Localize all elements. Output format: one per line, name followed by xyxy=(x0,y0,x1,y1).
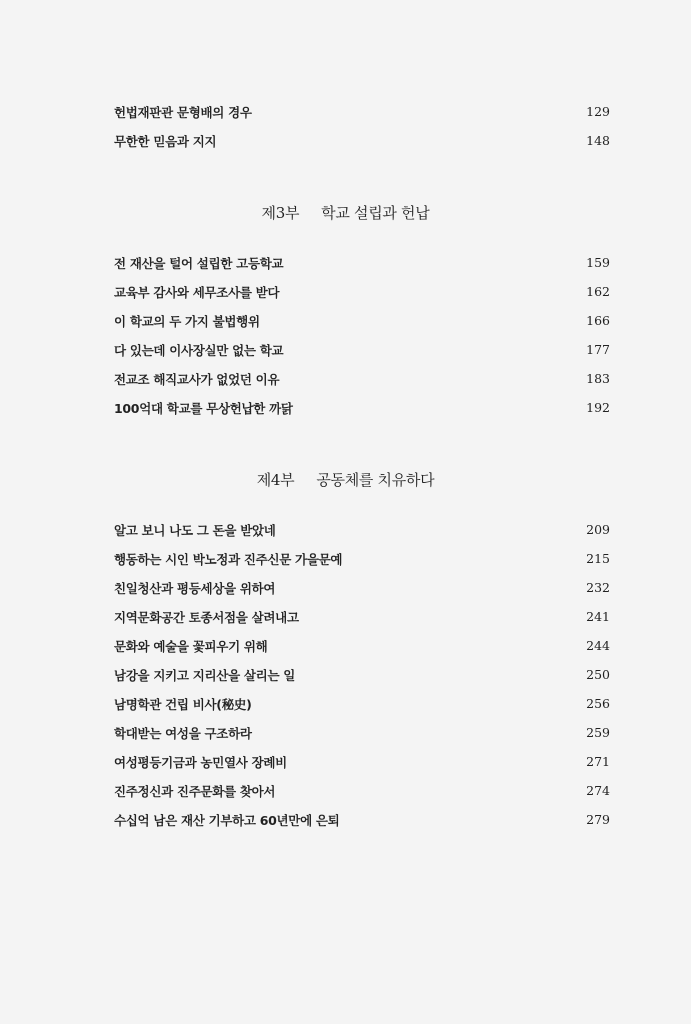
entry-page-number: 271 xyxy=(586,754,610,769)
part-title: 학교 설립과 헌납 xyxy=(321,204,430,222)
entry-title: 전 재산을 털어 설립한 고등학교 xyxy=(114,256,284,271)
part-number: 제3부 xyxy=(261,204,300,222)
toc-entry[interactable] xyxy=(114,521,610,550)
entry-page-number: 159 xyxy=(586,255,610,270)
toc-entry[interactable] xyxy=(114,550,610,579)
entry-page-number: 192 xyxy=(586,400,610,415)
entry-title: 다 있는데 이사장실만 없는 학교 xyxy=(114,343,284,358)
toc-entry[interactable] xyxy=(114,782,610,811)
toc-entry[interactable] xyxy=(114,811,610,840)
toc-entry[interactable] xyxy=(114,579,610,608)
toc-entry[interactable] xyxy=(114,753,610,782)
entry-title: 무한한 믿음과 지지 xyxy=(114,134,217,149)
toc-entry[interactable] xyxy=(114,312,610,341)
entry-page-number: 166 xyxy=(586,313,610,328)
part-4-heading xyxy=(0,469,691,490)
part-title: 공동체를 치유하다 xyxy=(316,471,435,489)
toc-entry[interactable] xyxy=(114,695,610,724)
toc-entry[interactable] xyxy=(114,399,610,428)
entry-page-number: 215 xyxy=(586,551,610,566)
entry-page-number: 241 xyxy=(586,609,610,624)
toc-entry[interactable] xyxy=(114,283,610,312)
entry-title: 문화와 예술을 꽃피우기 위해 xyxy=(114,639,268,654)
toc-entry[interactable] xyxy=(114,666,610,695)
entry-page-number: 232 xyxy=(586,580,610,595)
toc-entry[interactable] xyxy=(114,132,610,161)
entry-title: 전교조 해직교사가 없었던 이유 xyxy=(114,372,280,387)
entry-title: 남명학관 건립 비사(秘史) xyxy=(114,697,252,712)
entry-page-number: 129 xyxy=(586,104,610,119)
entry-title: 여성평등기금과 농민열사 장례비 xyxy=(114,755,287,770)
entry-title: 100억대 학교를 무상헌납한 까닭 xyxy=(114,401,293,416)
entry-page-number: 162 xyxy=(586,284,610,299)
entry-page-number: 183 xyxy=(586,371,610,386)
entry-page-number: 256 xyxy=(586,696,610,711)
entry-page-number: 244 xyxy=(586,638,610,653)
part-3-heading xyxy=(0,202,691,223)
entry-title: 교육부 감사와 세무조사를 받다 xyxy=(114,285,280,300)
entry-page-number: 250 xyxy=(586,667,610,682)
toc-entry[interactable] xyxy=(114,370,610,399)
entry-title: 행동하는 시인 박노정과 진주신문 가을문예 xyxy=(114,552,343,567)
entry-title: 지역문화공간 토종서점을 살려내고 xyxy=(114,610,299,625)
entry-title: 알고 보니 나도 그 돈을 받았네 xyxy=(114,523,276,538)
part-number: 제4부 xyxy=(256,471,295,489)
toc-list-part-3 xyxy=(114,254,610,428)
entry-page-number: 209 xyxy=(586,522,610,537)
entry-title: 친일청산과 평등세상을 위하여 xyxy=(114,581,276,596)
toc-list-part-4 xyxy=(114,521,610,840)
entry-title: 남강을 지키고 지리산을 살리는 일 xyxy=(114,668,296,683)
toc-entry[interactable] xyxy=(114,724,610,753)
entry-page-number: 259 xyxy=(586,725,610,740)
entry-page-number: 177 xyxy=(586,342,610,357)
toc-entry[interactable] xyxy=(114,608,610,637)
entry-page-number: 279 xyxy=(586,812,610,827)
entry-title: 진주정신과 진주문화를 찾아서 xyxy=(114,784,276,799)
entry-title: 수십억 남은 재산 기부하고 60년만에 은퇴 xyxy=(114,813,340,828)
entry-page-number: 274 xyxy=(586,783,610,798)
toc-entry[interactable] xyxy=(114,254,610,283)
toc-entry[interactable] xyxy=(114,341,610,370)
entry-page-number: 148 xyxy=(586,133,610,148)
toc-list-continued xyxy=(114,103,610,161)
entry-title: 이 학교의 두 가지 불법행위 xyxy=(114,314,260,329)
entry-title: 헌법재판관 문형배의 경우 xyxy=(114,105,252,120)
toc-entry[interactable] xyxy=(114,103,610,132)
entry-title: 학대받는 여성을 구조하라 xyxy=(114,726,252,741)
toc-entry[interactable] xyxy=(114,637,610,666)
